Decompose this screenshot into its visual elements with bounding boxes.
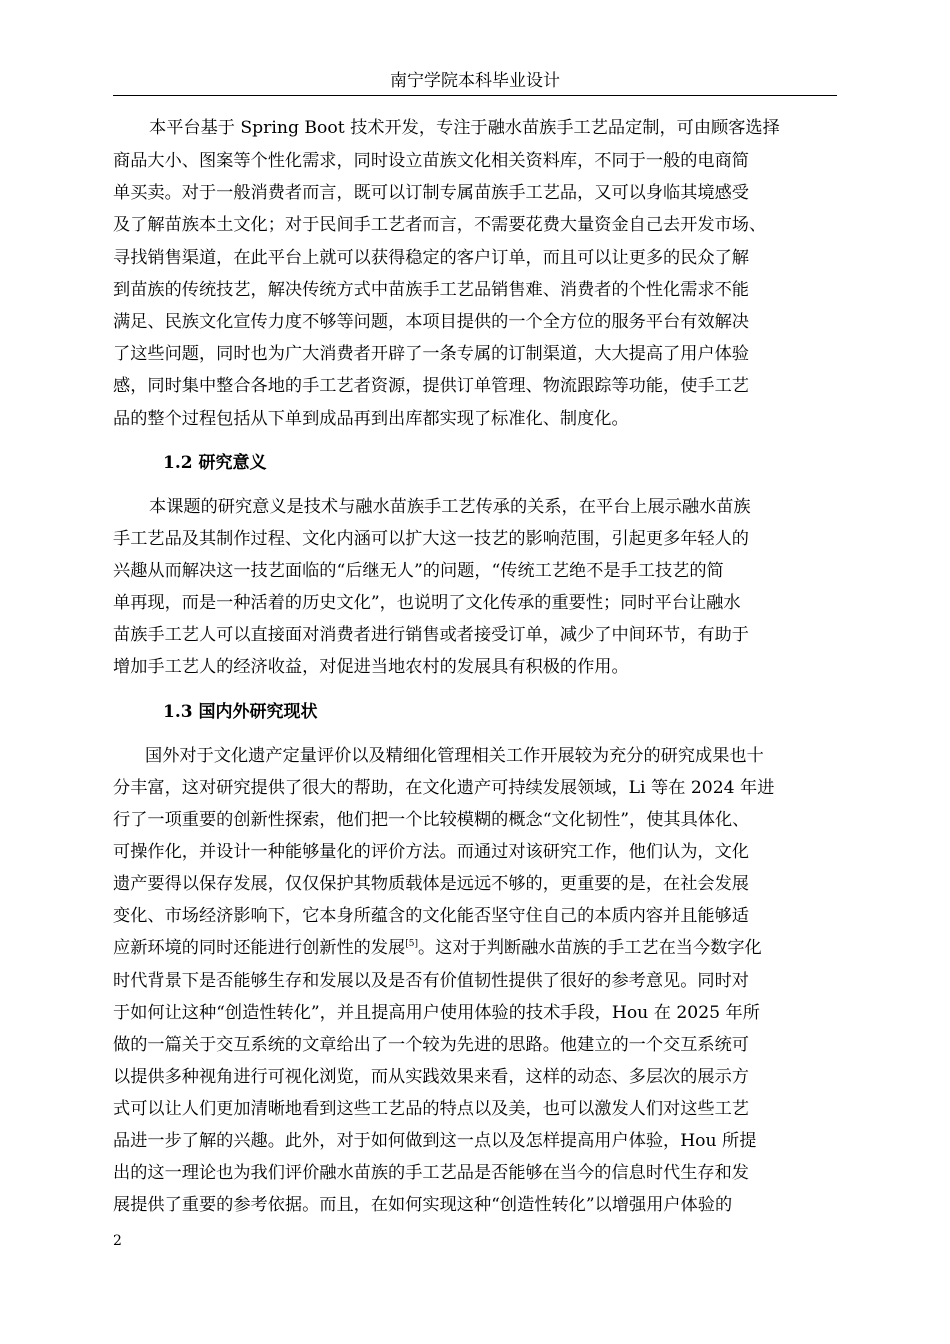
page-header-title: 南宁学院本科毕业设计 xyxy=(390,71,560,91)
paragraph-line: 展提供了重要的参考依据。而且，在如何实现这种“创造性转化”以增强用户体验的 xyxy=(113,1195,733,1215)
paragraph-line: 单买卖。对于一般消费者而言，既可以订制专属苗族手工艺品，又可以身临其境感受 xyxy=(113,183,749,203)
paragraph-line: 感，同时集中整合各地的手工艺者资源，提供订单管理、物流跟踪等功能，使手工艺 xyxy=(113,376,749,396)
paragraph-line: 兴趣从而解决这一技艺面临的“后继无人”的问题，“传统工艺绝不是手工技艺的简 xyxy=(113,561,724,581)
paragraph-line: 国外对于文化遗产定量评价以及精细化管理相关工作开展较为充分的研究成果也十 xyxy=(145,746,764,766)
paragraph-line: 本课题的研究意义是技术与融水苗族手工艺传承的关系，在平台上展示融水苗族 xyxy=(149,497,751,517)
paragraph-line: 以提供多种视角进行可视化浏览，而从实践效果来看，这样的动态、多层次的展示方 xyxy=(113,1067,749,1087)
paragraph-line: 时代背景下是否能够生存和发展以及是否有价值韧性提供了很好的参考意见。同时对 xyxy=(113,971,749,991)
paragraph-line: 变化、市场经济影响下，它本身所蕴含的文化能否坚守住自己的本质内容并且能够适 xyxy=(113,906,749,926)
paragraph-line: 手工艺品及其制作过程、文化内涵可以扩大这一技艺的影响范围，引起更多年轻人的 xyxy=(113,529,749,549)
paragraph-line: 行了一项重要的创新性探索，他们把一个比较模糊的概念“文化韧性”，使其具体化、 xyxy=(113,810,750,830)
citation-line-text: 应新环境的同时还能进行创新性的发展 xyxy=(113,938,406,958)
paragraph-line: 寻找销售渠道，在此平台上就可以获得稳定的客户订单，而且可以让更多的民众了解 xyxy=(113,248,749,268)
paragraph-line: 可操作化，并设计一种能够量化的评价方法。而通过对该研究工作，他们认为，文化 xyxy=(113,842,749,862)
paragraph-line: 做的一篇关于交互系统的文章给出了一个较为先进的思路。他建立的一个交互系统可 xyxy=(113,1035,749,1055)
paragraph-line: 品的整个过程包括从下单到成品再到出库都实现了标准化、制度化。 xyxy=(113,409,629,429)
paragraph-line: 增加手工艺人的经济收益，对促进当地农村的发展具有积极的作用。 xyxy=(113,657,629,677)
paragraph-line: 于如何让这种“创造性转化”，并且提高用户使用体验的技术手段，Hou 在 2025 年所 xyxy=(113,1003,760,1023)
paragraph-line: 满足、民族文化宣传力度不够等问题，本项目提供的一个全方位的服务平台有效解决 xyxy=(113,312,749,332)
citation-reference: [5] xyxy=(405,939,418,949)
header-divider xyxy=(113,95,837,96)
section-heading-1-3: 1.3 国内外研究现状 xyxy=(163,702,318,722)
paragraph-line: 商品大小、图案等个性化需求，同时设立苗族文化相关资料库，不同于一般的电商简 xyxy=(113,151,749,171)
paragraph-line: 苗族手工艺人可以直接面对消费者进行销售或者接受订单，减少了中间环节，有助于 xyxy=(113,625,749,645)
citation-line-text: 。这对于判断融水苗族的手工艺在当今数字化 xyxy=(417,938,762,958)
paragraph-line: 本平台基于 Spring Boot 技术开发，专注于融水苗族手工艺品定制，可由顾客选择 xyxy=(149,118,780,138)
section-heading-1-2: 1.2 研究意义 xyxy=(163,453,267,473)
paragraph-line-with-citation xyxy=(113,935,837,961)
paragraph-line: 遗产要得以保存发展，仅仅保护其物质载体是远远不够的，更重要的是，在社会发展 xyxy=(113,874,749,894)
paragraph-line: 品进一步了解的兴趣。此外，对于如何做到这一点以及怎样提高用户体验，Hou 所提 xyxy=(113,1131,757,1151)
paragraph-line: 了这些问题，同时也为广大消费者开辟了一条专属的订制渠道，大大提高了用户体验 xyxy=(113,344,749,364)
paragraph-line: 出的这一理论也为我们评价融水苗族的手工艺品是否能够在当今的信息时代生存和发 xyxy=(113,1163,749,1183)
page-number: 2 xyxy=(113,1233,122,1249)
paragraph-line: 到苗族的传统技艺，解决传统方式中苗族手工艺品销售难、消费者的个性化需求不能 xyxy=(113,280,749,300)
paragraph-line: 式可以让人们更加清晰地看到这些工艺品的特点以及美，也可以激发人们对这些工艺 xyxy=(113,1099,749,1119)
paragraph-line: 分丰富，这对研究提供了很大的帮助，在文化遗产可持续发展领域，Li 等在 2024 年进 xyxy=(113,778,775,798)
paragraph-line: 单再现，而是一种活着的历史文化”，也说明了文化传承的重要性；同时平台让融水 xyxy=(113,593,741,613)
paragraph-line: 及了解苗族本土文化；对于民间手工艺者而言，不需要花费大量资金自己去开发市场、 xyxy=(113,215,767,235)
